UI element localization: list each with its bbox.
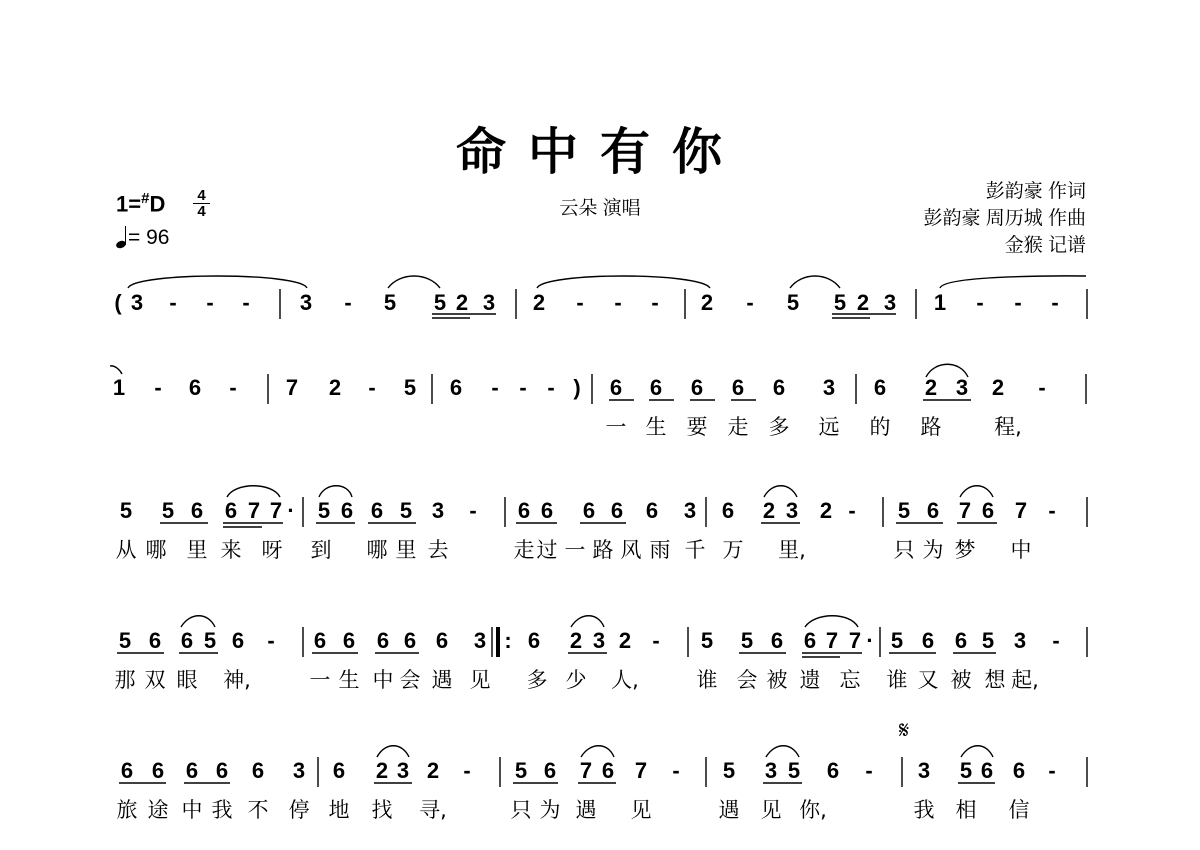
- note: 2: [819, 498, 833, 523]
- lyric-char: 会: [736, 668, 758, 692]
- note: 7: [634, 758, 648, 783]
- note: 6: [376, 628, 390, 653]
- note: 2: [426, 758, 440, 783]
- note: 6: [251, 758, 265, 783]
- note: 5: [700, 628, 714, 653]
- composer-credit: 彭韵豪 周历城 作曲: [923, 208, 1086, 229]
- note: 6: [601, 758, 615, 783]
- note: -: [154, 375, 162, 400]
- note: 5: [433, 290, 447, 315]
- lyric-char: 我: [913, 798, 935, 822]
- note: -: [614, 290, 622, 315]
- note: 3: [299, 290, 313, 315]
- note: 3: [785, 498, 799, 523]
- note: -: [672, 758, 680, 783]
- note: -: [865, 758, 873, 783]
- note: (: [114, 290, 122, 315]
- note: 3: [396, 758, 410, 783]
- note: 6: [981, 498, 995, 523]
- note: 3: [917, 758, 931, 783]
- lyric-char: 为: [922, 538, 944, 562]
- note: -: [344, 290, 352, 315]
- note: 5: [161, 498, 175, 523]
- note: 5: [203, 628, 217, 653]
- note: 6: [342, 628, 356, 653]
- lyric-char: 遇: [718, 798, 740, 822]
- note: 7: [1014, 498, 1028, 523]
- lyric-char: 一: [605, 415, 627, 439]
- note: 7: [958, 498, 972, 523]
- lyric-char: 眼: [176, 668, 198, 692]
- note: 5: [890, 628, 904, 653]
- note: 6: [609, 375, 623, 400]
- note: -: [976, 290, 984, 315]
- lyric-char: 来: [220, 538, 242, 562]
- note: 5: [981, 628, 995, 653]
- note: 7: [247, 498, 261, 523]
- note: 6: [517, 498, 531, 523]
- note: 6: [332, 758, 346, 783]
- note: -: [652, 628, 660, 653]
- lyric-char: 会: [399, 668, 421, 692]
- note: 5: [403, 375, 417, 400]
- note: -: [206, 290, 214, 315]
- note: 3: [130, 290, 144, 315]
- note: 5: [118, 628, 132, 653]
- lyric-char: 被: [950, 668, 972, 692]
- note: 6: [435, 628, 449, 653]
- note: ): [573, 375, 581, 400]
- note: 3: [955, 375, 969, 400]
- note: :: [504, 628, 512, 653]
- note: 2: [700, 290, 714, 315]
- note: 6: [980, 758, 994, 783]
- note: -: [491, 375, 499, 400]
- note: 3: [431, 498, 445, 523]
- lyric-char: 哪: [366, 538, 388, 562]
- note: -: [1038, 375, 1046, 400]
- lyric-char: 千: [684, 538, 706, 562]
- lyric-char: 相: [955, 798, 977, 822]
- note: 5: [833, 290, 847, 315]
- lyric-char: 找: [371, 798, 393, 822]
- lyric-char: 被: [766, 668, 788, 692]
- note: 3: [482, 290, 496, 315]
- lyric-char: 遇: [431, 668, 453, 692]
- lyric-char: 多: [768, 415, 790, 439]
- note: 6: [921, 628, 935, 653]
- note: ·: [866, 628, 874, 653]
- note: 6: [731, 375, 745, 400]
- note: 2: [618, 628, 632, 653]
- note: 6: [148, 628, 162, 653]
- note: 6: [370, 498, 384, 523]
- note: 6: [180, 628, 194, 653]
- lyric-char: 里: [395, 538, 417, 562]
- note: 7: [285, 375, 299, 400]
- lyric-char: 途: [147, 798, 169, 822]
- lyricist-credit: 彭韵豪 作词: [985, 181, 1086, 202]
- note: 3: [883, 290, 897, 315]
- note: 6: [190, 498, 204, 523]
- note: 3: [764, 758, 778, 783]
- lyric-char: 路: [592, 538, 614, 562]
- lyric-char: 呀: [261, 538, 283, 562]
- tempo-marking: = 96: [116, 226, 169, 250]
- lyric-char: 风: [620, 538, 642, 562]
- lyric-char: 只: [893, 538, 915, 562]
- note: 3: [822, 375, 836, 400]
- lyric-char: 起,: [1011, 668, 1039, 692]
- note: 6: [340, 498, 354, 523]
- note: 7: [848, 628, 862, 653]
- note: 6: [540, 498, 554, 523]
- note: -: [469, 498, 477, 523]
- lyric-char: 走: [727, 415, 749, 439]
- note: 7: [269, 498, 283, 523]
- note: 5: [787, 758, 801, 783]
- lyric-char: 神,: [223, 668, 251, 692]
- lyric-char: 从: [115, 538, 137, 562]
- note: 6: [772, 375, 786, 400]
- lyric-char: 你,: [799, 798, 827, 822]
- lyric-char: 寻,: [419, 798, 447, 822]
- lyric-char: 少: [565, 668, 587, 692]
- note: 5: [897, 498, 911, 523]
- lyric-char: 万: [722, 538, 744, 562]
- note: -: [651, 290, 659, 315]
- lyric-char: 去: [427, 538, 449, 562]
- lyric-char: 一: [564, 538, 586, 562]
- lyric-char: 雨: [649, 538, 671, 562]
- note: 5: [399, 498, 413, 523]
- transcriber-credit: 金猴 记谱: [1004, 235, 1086, 256]
- note: -: [1048, 758, 1056, 783]
- song-title: 命中有你: [456, 122, 744, 181]
- lyric-char: 停: [288, 798, 310, 822]
- note: -: [1014, 290, 1022, 315]
- note: 6: [215, 758, 229, 783]
- note: 6: [151, 758, 165, 783]
- note: 6: [770, 628, 784, 653]
- lyric-char: 那: [114, 668, 136, 692]
- note: 6: [649, 375, 663, 400]
- note: 6: [721, 498, 735, 523]
- note: -: [1048, 498, 1056, 523]
- note: 5: [317, 498, 331, 523]
- note: 6: [1012, 758, 1026, 783]
- note: -: [519, 375, 527, 400]
- note: 5: [959, 758, 973, 783]
- note: -: [368, 375, 376, 400]
- note: 6: [231, 628, 245, 653]
- note: 2: [455, 290, 469, 315]
- lyric-char: 见: [630, 798, 652, 822]
- time-top: 4: [197, 187, 206, 204]
- lyric-char: 想: [984, 668, 1006, 692]
- note: 6: [873, 375, 887, 400]
- note: 2: [328, 375, 342, 400]
- note: -: [242, 290, 250, 315]
- note: 6: [313, 628, 327, 653]
- lyric-char: 要: [686, 415, 708, 439]
- note: 3: [473, 628, 487, 653]
- note: ·: [287, 498, 295, 523]
- lyric-char: 路: [920, 415, 942, 439]
- note: 2: [762, 498, 776, 523]
- lyric-char: 走: [513, 538, 535, 562]
- lyric-char: 生: [338, 668, 360, 692]
- note: -: [576, 290, 584, 315]
- lyric-char: 哪: [145, 538, 167, 562]
- lyric-char: 为: [539, 798, 561, 822]
- note: -: [267, 628, 275, 653]
- note: 6: [610, 498, 624, 523]
- note: 2: [532, 290, 546, 315]
- note: 1: [112, 375, 126, 400]
- lyric-char: 多: [526, 668, 548, 692]
- note: -: [169, 290, 177, 315]
- note: 6: [543, 758, 557, 783]
- lyric-char: 忘: [839, 668, 861, 692]
- note: -: [1051, 290, 1059, 315]
- lyric-char: 遗: [799, 668, 821, 692]
- note: 6: [527, 628, 541, 653]
- lyric-char: 地: [328, 798, 350, 822]
- note: 3: [683, 498, 697, 523]
- lyric-char: 人,: [611, 668, 639, 692]
- lyric-char: 的: [869, 415, 891, 439]
- note: 2: [375, 758, 389, 783]
- note: 1: [933, 290, 947, 315]
- note: 5: [740, 628, 754, 653]
- note: 3: [592, 628, 606, 653]
- lyric-char: 生: [645, 415, 667, 439]
- note: -: [547, 375, 555, 400]
- lyric-char: 中: [1010, 538, 1032, 562]
- note: 6: [403, 628, 417, 653]
- note: 6: [690, 375, 704, 400]
- note: 3: [1013, 628, 1027, 653]
- lyric-char: 过: [536, 538, 558, 562]
- note: -: [463, 758, 471, 783]
- note: -: [848, 498, 856, 523]
- note: 6: [120, 758, 134, 783]
- note: 6: [188, 375, 202, 400]
- lyric-char: 梦: [954, 538, 976, 562]
- note: 5: [786, 290, 800, 315]
- note: -: [229, 375, 237, 400]
- lyric-char: 遇: [575, 798, 597, 822]
- lyric-char: 只: [510, 798, 532, 822]
- lyric-char: 我: [211, 798, 233, 822]
- note: 6: [803, 628, 817, 653]
- time-bottom: 4: [193, 203, 210, 219]
- note: 2: [924, 375, 938, 400]
- lyric-char: 见: [760, 798, 782, 822]
- note: 2: [569, 628, 583, 653]
- lyric-char: 旅: [116, 798, 138, 822]
- note: 6: [449, 375, 463, 400]
- note: 6: [826, 758, 840, 783]
- performer: 云朵 演唱: [559, 198, 641, 219]
- lyric-char: 谁: [886, 668, 908, 692]
- key-signature: 1=#D: [116, 190, 166, 217]
- note: 7: [579, 758, 593, 783]
- lyric-char: 里,: [778, 538, 806, 562]
- lyric-char: 里: [186, 538, 208, 562]
- lyric-char: 见: [469, 668, 491, 692]
- lyric-char: 到: [310, 538, 332, 562]
- lyric-char: 信: [1008, 798, 1030, 822]
- lyric-char: 远: [818, 415, 840, 439]
- note: 5: [383, 290, 397, 315]
- lyric-char: 中: [372, 668, 394, 692]
- lyric-char: 不: [247, 798, 269, 822]
- note: 2: [856, 290, 870, 315]
- note: 6: [926, 498, 940, 523]
- segno-sign: 𝄋: [898, 717, 910, 744]
- note: 2: [991, 375, 1005, 400]
- lyric-char: 一: [309, 668, 331, 692]
- note: 6: [185, 758, 199, 783]
- note: 3: [292, 758, 306, 783]
- note: 6: [645, 498, 659, 523]
- note: -: [1052, 628, 1060, 653]
- note: 6: [224, 498, 238, 523]
- note: -: [746, 290, 754, 315]
- note: 5: [722, 758, 736, 783]
- lyric-char: 谁: [696, 668, 718, 692]
- lyric-char: 又: [917, 668, 939, 692]
- note: 5: [119, 498, 133, 523]
- lyric-char: 中: [181, 798, 203, 822]
- note: 6: [582, 498, 596, 523]
- note: 6: [954, 628, 968, 653]
- note: 5: [514, 758, 528, 783]
- note: 7: [825, 628, 839, 653]
- sharp-sign: #: [141, 190, 150, 207]
- lyric-char: 双: [144, 668, 166, 692]
- lyric-char: 程,: [994, 415, 1022, 439]
